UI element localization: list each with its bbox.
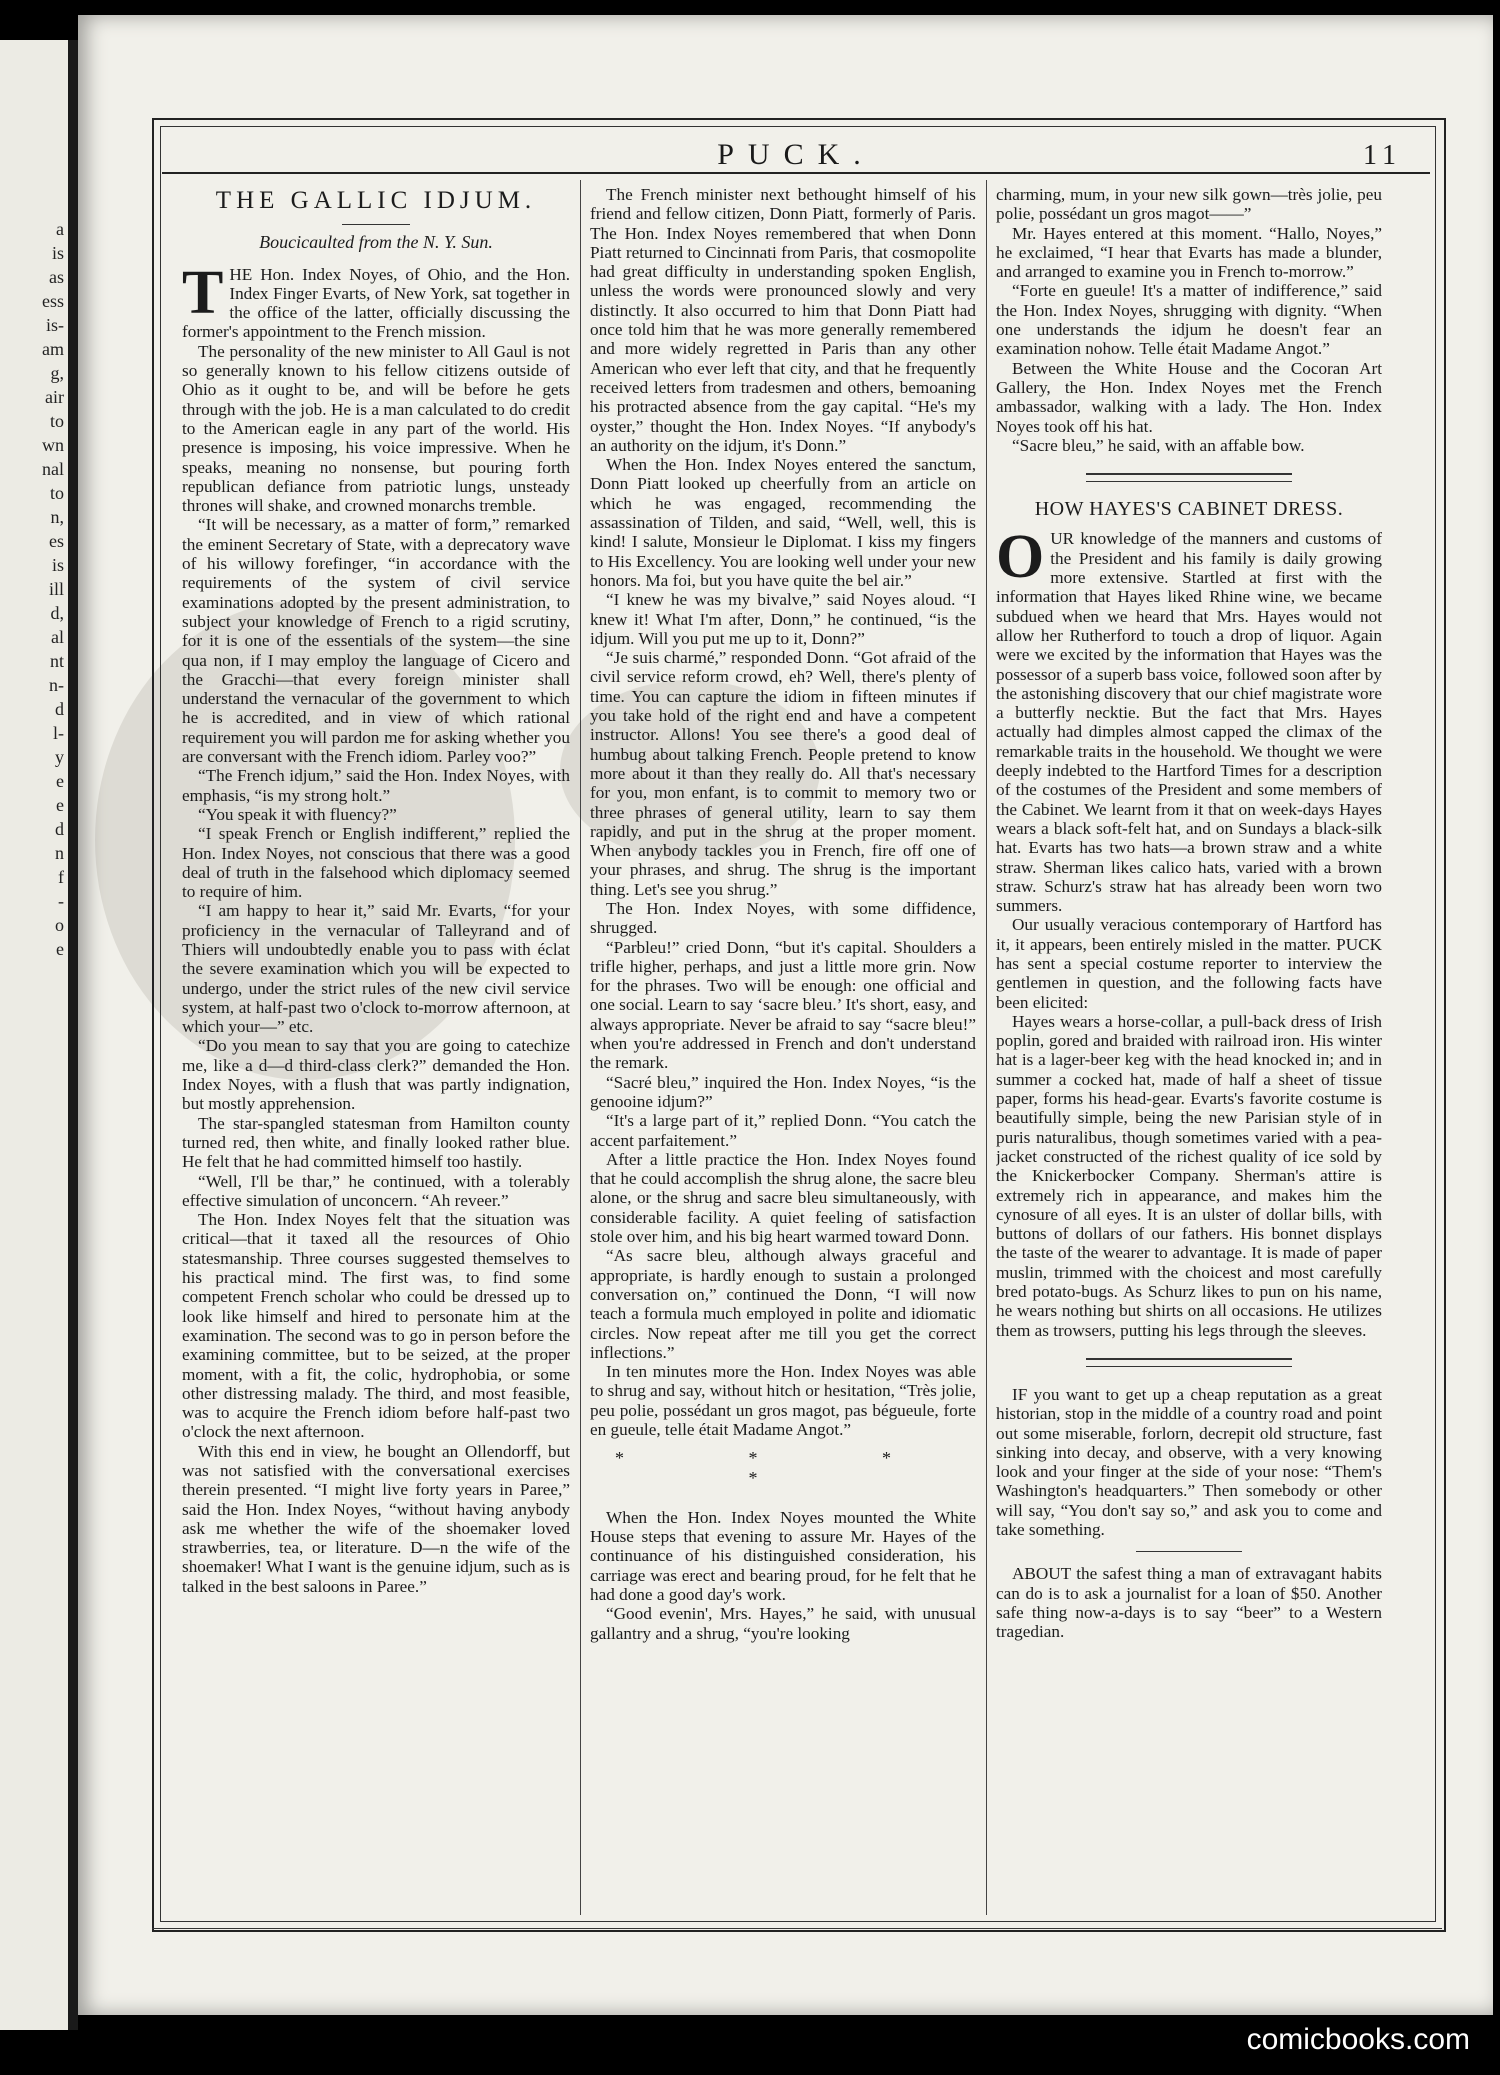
article-heading: HOW HAYES'S CABINET DRESS. — [1034, 498, 1344, 521]
paragraph: “Do you mean to say that you are going to catechize me, like a d—d third-class clerk?” demanded the Hon. Index Noyes, with a flush that was partly indignation, but mostly apprehension. — [182, 1036, 570, 1114]
paragraph: “Well, I'll be thar,” he continued, with a tolerably effective simulation of unconcern. “Ah reveer.” — [182, 1171, 570, 1210]
paragraph: “As sacre bleu, although always graceful and appropriate, is hardly enough to sustain a prolonged conversation on,” continued the Donn, “I will now teach a formula much employed in polite and idiomatic circles. Now repeat after me till you get the correct inflections.” — [590, 1246, 976, 1362]
drop-cap: T — [182, 258, 224, 327]
adjacent-page-text-fragment: y — [55, 747, 64, 767]
paragraph: When the Hon. Index Noyes entered the sanctum, Donn Piatt looked up cheerfully from an article on which he was engaged, recommending the assassination of Tilden, and said, “Well, well, this is kind! I salute, Monsieur le Diplomat. I kiss my fingers to His Excellency. You are looking well under your new honors. Ma foi, but you have quite the bel air.” — [590, 455, 976, 590]
paragraph: After a little practice the Hon. Index Noyes found that he could accomplish the shrug alone, the sacre bleu alone, or the shrug and sacre bleu simultaneously, with considerable facility. A quiet feeling of satisfaction stole over him, and his big heart warmed toward Donn. — [590, 1149, 976, 1247]
paragraph: The personality of the new minister to All Gaul is not so generally known to his fellow citizens outside of Ohio as it ought to be, and will be before he gets through with the job. He is a man calculated to do credit to the American eagle in any part of the world. His presence is imposing, his voice impressive. When he speaks, meaning no nonsense, but pouring forth republican defiance from patriotic lungs, unsteady thrones will shake, and crowned monarchs tremble. — [182, 341, 570, 516]
adjacent-page-text-fragment: am — [42, 339, 64, 359]
adjacent-page-text-fragment: l- — [53, 723, 64, 743]
paragraph: “Parbleu!” cried Donn, “but it's capital. Shoulders a trifle higher, perhaps, and just a little more grin. Now for the phrases. Two will be enough: one official and one social. Learn to say ‘sacre bleu.’ It's short, easy, and always appropriate. Never be afraid to say “sacre bleu!” when you're addressed in French and don't understand the remark. — [590, 937, 976, 1073]
paragraph: When the Hon. Index Noyes mounted the White House steps that evening to assure Mr. Hayes of the continuance of his distinguished consideration, his carriage was erect and bearing proud, for he felt that he had done a good day's work. — [590, 1507, 976, 1605]
adjacent-page-text-fragment: n — [55, 843, 64, 863]
page-number: 11 — [1363, 140, 1402, 171]
column-1 — [182, 185, 570, 1905]
adjacent-page-text-fragment: wn — [42, 435, 64, 455]
adjacent-page-text-fragment: d — [55, 819, 64, 839]
article-subtitle: Boucicaulted from the N. Y. Sun. — [259, 232, 493, 253]
paragraph: charming, mum, in your new silk gown—très jolie, peu polie, possédant un gros magot——” — [996, 185, 1382, 224]
paragraph: Mr. Hayes entered at this moment. “Hallo, Noyes,” he exclaimed, “I hear that Evarts has made a blunder, and arranged to examine you in French to-morrow.” — [996, 223, 1382, 282]
column-rule — [580, 180, 581, 1915]
paragraph: ABOUT the safest thing a man of extravagant habits can do is to ask a journalist for a loan of $50. Another safe thing now-a-days is to say “beer” to a Western tragedian. — [996, 1564, 1382, 1642]
adjacent-page-text-fragment: nt — [49, 651, 64, 671]
section-rule — [1086, 1358, 1292, 1367]
adjacent-page-text-fragment: to — [49, 483, 64, 503]
paragraph: “Sacré bleu,” inquired the Hon. Index Noyes, “is the genooine idjum?” — [590, 1072, 976, 1111]
section-break-stars: * * * * — [615, 1448, 951, 1488]
adjacent-page-text-fragment: is- — [46, 315, 64, 335]
adjacent-page-text-fragment: a — [56, 219, 64, 239]
paragraph: “I knew he was my bivalve,” said Noyes aloud. “I knew it! What I'm after, Donn,” he continued, “is the idjum. Will you put me up to it, Donn?” — [590, 590, 976, 648]
paragraph: The Hon. Index Noyes, with some diffidence, shrugged. — [590, 898, 976, 938]
title-rule — [342, 224, 410, 225]
adjacent-page-text-fragment: d, — [50, 603, 64, 623]
adjacent-page-strip — [0, 40, 70, 2030]
paragraph: “You speak it with fluency?” — [198, 804, 397, 824]
site-watermark: comicbooks.com — [1246, 2023, 1470, 2056]
adjacent-page-text-fragment: ess — [42, 291, 64, 311]
column-2 — [590, 185, 976, 1905]
adjacent-page-text-fragment: n- — [49, 675, 64, 695]
bottom-rule — [152, 1928, 1442, 1929]
paragraph: “Je suis charmé,” responded Donn. “Got afraid of the civil service reform crowd, eh? Well, there's plenty of time. You can capture the idiom in fifteen minutes if you take hold of the right end and have a competent instructor. Allons! You see there's a good deal of humbug about talking French. People pretend to know more about it than they really do. All that's necessary for you, mon enfant, is to commit to memory two or three phrases of general utility, learn to say them rapidly, and put in the shrug at the proper moment. When anybody tackles you in French, fire off one of your phrases, and shrug. The shrug is the important thing. Let's see you shrug.” — [590, 648, 976, 899]
paragraph: Between the White House and the Cocoran Art Gallery, the Hon. Index Noyes met the French ambassador, walking with a lady. The Hon. Index Noyes took off his hat. — [996, 358, 1382, 436]
paragraph: IF you want to get up a cheap reputation as a great historian, stop in the middle of a country road and point out some miserable, forlorn, decrepit old structure, fast sinking into decay, and observe, with a very knowing look and your finger at the side of your nose: “Them's Washington's headquarters.” Then somebody or other will say, “You don't say so,” and ask you to come and take something. — [996, 1384, 1382, 1539]
article-body — [182, 258, 570, 1596]
adjacent-page-text-fragment: is — [51, 243, 64, 263]
adjacent-page-text-fragment: f — [58, 867, 64, 887]
paragraph: In ten minutes more the Hon. Index Noyes was able to shrug and say, without hitch or hesitation, “Très jolie, peu polie, possédant un gros magot, pas bégueule, forte en gueule, telle était Madame Angot.” — [590, 1362, 976, 1439]
section-rule — [1136, 1551, 1242, 1552]
adjacent-page-text-fragment: d — [55, 699, 64, 719]
paragraph: “Good evenin', Mrs. Hayes,” he said, with unusual gallantry and a shrug, “you're looking — [590, 1604, 976, 1643]
adjacent-page-text-fragment: o — [55, 915, 64, 935]
adjacent-page-text-fragment: as — [49, 267, 64, 287]
first-paragraph — [182, 258, 570, 342]
first-paragraph — [996, 523, 1382, 916]
adjacent-page-text-fragment: al — [51, 627, 64, 647]
paragraph: “I am happy to hear it,” said Mr. Evarts, “for your proficiency in the vernacular of Talleyrand and of Thiers will undoubtedly enable you to pass with éclat the severe examination which you will be expected to undergo, under the strict rules of the new civil service system, at half-past two o'clock to-morrow afternoon, at which your—” etc. — [182, 901, 570, 1037]
paragraph: “Forte en gueule! It's a matter of indifference,” said the Hon. Index Noyes, shrugging with dignity. “When one understands the idjum he doesn't fear an examination nohow. Telle était Madame Angot.” — [996, 281, 1382, 359]
adjacent-page-text-fragment: e — [56, 795, 64, 815]
paragraph: Our usually veracious contemporary of Hartford has it, it appears, been entirely misled in the matter. PUCK has sent a special costume reporter to interview the gentlemen in question, and the following facts have been elicited: — [996, 915, 1382, 1012]
paragraph: “Sacre bleu,” he said, with an affable bow. — [1012, 435, 1305, 455]
paragraph: “It's a large part of it,” replied Donn. “You catch the accent parfaitement.” — [590, 1111, 976, 1150]
paragraph: “I speak French or English indifferent,” replied the Hon. Index Noyes, not conscious that there was a good deal of truth in the falsehood which diplomacy seemed to require of him. — [182, 824, 570, 902]
adjacent-page-text-fragment: nal — [42, 459, 64, 479]
article-title: THE GALLIC IDJUM. — [215, 187, 537, 214]
adjacent-page-text-fragment: to — [49, 411, 64, 431]
adjacent-page-text-fragment: es — [49, 531, 64, 551]
paragraph: The Hon. Index Noyes felt that the situation was critical—that it taxed all the resources of Ohio statesmanship. Three courses suggested themselves to his practical mind. The first was, to find some competent French scholar who could be dressed up to look like himself and hired to personate him at the examination. The second was to go in person before the examining committee, but to be seized, at the proper moment, with a fit, the colic, hydrophobia, or some other distressing malady. The third, and most feasible, was to acquire the French idiom before half-past two o'clock the next afternoon. — [182, 1210, 570, 1442]
paragraph-text: HE Hon. Index Noyes, of Ohio, and the Hon. Index Finger Evarts, of New York, sat together in the office of the latter, officially discussing the former's appointment to the French mission. — [182, 264, 570, 342]
paragraph: “It will be necessary, as a matter of form,” remarked the eminent Secretary of State, with a deprecatory wave of his willowy forefinger, “in accordance with the requirements of the system of civil service examinations adopted by the present administration, to subject your knowledge of French to a rigid scrutiny, for it is one of the essentials of the system—the sine qua non, if I may employ the language of Cicero and the Gracchi—that every foreign minister shall understand the vernacular of the government to which he is accredited, and in view of which rational requirement you will pardon me for asking whether you are conversant with the French idiom. Parley voo?” — [182, 515, 570, 767]
paragraph: The star-spangled statesman from Hamilton county turned red, then white, and finally looked rather blue. He felt that he had committed himself too hastily. — [182, 1113, 570, 1172]
adjacent-page-text-fragment: air — [45, 387, 64, 407]
paragraph: “The French idjum,” said the Hon. Index Noyes, with emphasis, “is my strong holt.” — [182, 766, 570, 805]
column-rule — [986, 180, 987, 1915]
paragraph-text: UR knowledge of the manners and customs of the President and his family is daily growing more extensive. Startled at first with the information that Hayes liked Rhine wine, we became subdued when we heard that Mrs. Hayes would not allow her Rutherford to touch a drop of liquor. Again were we excited by the information that Hayes was the possessor of a superb bass voice, followed soon after by the astonishing discovery that our chief magistrate wore a butterfly necktie. But the fact that Mrs. Hayes actually had dimples almost capped the climax of the remarkable traits in the household. We thought we were deeply indebted to the Hartford Times for a description of the costumes of the President and some members of the Cabinet. We learnt from it that on week-days Hayes wears a black soft-felt hat, and on Sundays a black-silk hat. Evarts has two hats—a brown straw and a white straw. Sherman likes calico hats, varied with a brown straw. Schurz's straw hat has already been worn two summers. — [996, 529, 1382, 916]
adjacent-page-text-fragment: e — [56, 939, 64, 959]
masthead: PUCK. — [717, 138, 875, 171]
column-3 — [996, 185, 1382, 1905]
adjacent-page-text-fragment: ill — [48, 579, 64, 599]
adjacent-page-text-fragment: is — [51, 555, 64, 575]
paragraph: With this end in view, he bought an Ollendorff, but was not satisfied with the conversational exercises therein presented. “I might live forty years in Paree,” said the Hon. Index Noyes, “without having anybody ask me whether the wife of the shoemaker loved strawberries, tea, or literature. D—n the wife of the shoemaker! What I want is the genuine idjum, such as is talked in the best saloons in Paree.” — [182, 1441, 570, 1596]
adjacent-page-text-fragment: e — [56, 771, 64, 791]
page-header — [162, 134, 1430, 174]
paragraph: The French minister next bethought himself of his friend and fellow citizen, Donn Piatt, formerly of Paris. The Hon. Index Noyes remembered that when Donn Piatt returned to Cincinnati from Paris, that cosmopolite had great difficulty in understanding spoken English, unless the words were pronounced slowly and very distinctly. It also occurred to him that Donn Piatt had once told him that he was more generally remembered and more widely regretted in Paris than any other American who ever left that city, and that he frequently received letters from tradesmen and others, bemoaning his protracted absence from the gay capital. “He's my oyster,” thought the Hon. Index Noyes. “If anybody's an authority on the idjum, it's Donn.” — [590, 185, 976, 455]
binding-spine — [68, 40, 78, 2030]
paragraph: Hayes wears a horse-collar, a pull-back dress of Irish poplin, gored and braided with railroad iron. His winter hat is a lager-beer keg with the head knocked in; and in summer a cocked hat, made of half a sheet of tissue paper, forms his head-gear. Evarts's favorite costume is beautifully simple, being the new Parisian style of in puris naturalibus, though sometimes varied with a pea-jacket constructed of the richest quality of ice sold by the Knickerbocker Company. Sherman's attire is extremely rich in appearance, and makes him the cynosure of all eyes. It is an ulster of dollar bills, with buttons of dollars of our fathers. His bonnet displays the taste of the wearer to advantage. It is made of paper muslin, trimmed with the choicest and most carefully bred potato-bugs. As Schurz likes to pun on his name, he wears nothing but shirts on all occasions. He utilizes them as trowsers, putting his legs through the sleeves. — [996, 1011, 1382, 1340]
adjacent-page-text-fragment: n, — [50, 507, 64, 527]
section-rule — [1086, 473, 1292, 482]
drop-cap: O — [996, 523, 1045, 592]
adjacent-page-text-fragment: g, — [50, 363, 64, 383]
adjacent-page-text-fragment: - — [58, 891, 64, 911]
